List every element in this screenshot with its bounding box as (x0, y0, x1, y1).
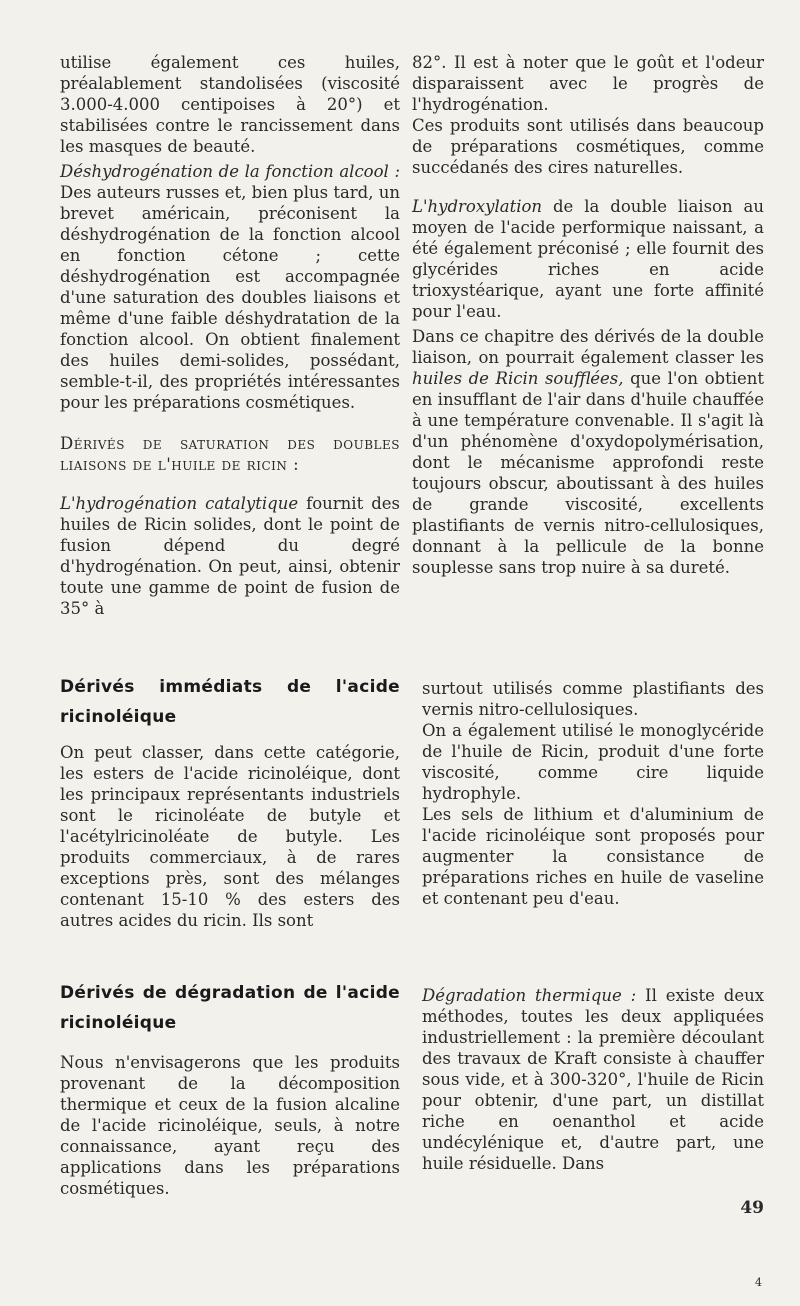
italic-run: Déshydrogénation de la fonction alcool : (60, 162, 400, 181)
left-column-middle (60, 672, 400, 941)
text-run: fournit des huiles de Ricin solides, dont le point de fusion dépend du degré d'hydrogénation. On peut, ainsi, obtenir toute une gamme de point de fusion de 35° à (60, 494, 401, 618)
section-heading: Dérivés de dégradation de l'acide ricinoléique (60, 983, 400, 1033)
paragraph: 82°. Il est à noter que le goût et l'odeur disparaissent avec le progrès de l'hydrogénation. (412, 53, 764, 114)
paragraph (60, 161, 400, 413)
paragraph (422, 985, 764, 1174)
paragraph: On a également utilisé le monoglycéride de l'huile de Ricin, produit d'une forte viscosité, comme cire liquide hydrophyle. (422, 721, 764, 803)
right-column-middle (422, 678, 764, 919)
paragraph: Ces produits sont utilisés dans beaucoup de préparations cosmétiques, comme succédanés des cires naturelles. (412, 116, 764, 177)
paragraph: surtout utilisés comme plastifiants des vernis nitro-cellulosiques. (422, 679, 764, 719)
paragraph (60, 493, 400, 619)
paragraph: On peut classer, dans cette catégorie, les esters de l'acide ricinoléique, dont les principaux représentants industriels sont le ricinoléate de butyle et l'acétylricinoléate de butyle. Les produits commerciaux, à de rares exceptions près, sont des mélanges contenant 15-10 % des esters des autres acides du ricin. Ils sont (60, 743, 400, 930)
paragraph (412, 196, 764, 322)
paragraph: Les sels de lithium et d'aluminium de l'acide ricinoléique sont proposés pour augmenter la consistance de préparations riches en huile de vaseline et contenant peu d'eau. (422, 805, 764, 908)
text-run: Dans ce chapitre des dérivés de la double liaison, on pourrait également classer les (412, 327, 764, 367)
right-column-top (412, 52, 764, 588)
section-heading: Dérivés immédiats de l'acide ricinoléique (60, 677, 400, 727)
italic-run: L'hydrogénation catalytique (60, 494, 299, 513)
right-column-bottom (422, 985, 764, 1184)
text-run: Il existe deux méthodes, toutes les deux appliquées industriellement : la première découlant des travaux de Kraft consiste à chauffer sous vide, et à 300-320°, l'huile de Ricin pour obtenir, d'une part, un distillat riche en oenanthol et acide undécylénique et, d'autre part, une huile résiduelle. Dans (422, 986, 765, 1173)
text-run: de la double liaison au moyen de l'acide performique naissant, a été également préconisé ; elle fournit des glycérides riches en acide trioxystéarique, ayant une forte affinité pour l'eau. (412, 197, 764, 321)
text-run: Des auteurs russes et, bien plus tard, un brevet américain, préconisent la déshydrogénation de la fonction alcool en fonction cétone ; cette déshydrogénation est accompagnée d'une saturation des doubles liaisons et même d'une faible déshydratation de la fonction alcool. On obtient finalement des huiles demi-solides, possédant, semble-t-il, des propriétés intéressantes pour les préparations cosmétiques. (60, 183, 400, 412)
signature-mark: 4 (755, 1276, 762, 1289)
section-subheading: Dérivés de saturation des doubles liaisons de l'huile de ricin : (60, 434, 400, 474)
paragraph: Nous n'envisagerons que les produits provenant de la décomposition thermique et ceux de la fusion alcaline de l'acide ricinoléique, seuls, à notre connaissance, ayant reçu des applications dans les préparations cosmétiques. (60, 1053, 400, 1198)
italic-run: huiles de Ricin soufflées, (412, 369, 624, 388)
left-column-bottom (60, 978, 400, 1209)
left-column-top (60, 52, 400, 629)
italic-run: L'hydroxylation (412, 197, 543, 216)
paragraph: utilise également ces huiles, préalablement standolisées (viscosité 3.000-4.000 centipoises à 20°) et stabilisées contre le rancissement dans les masques de beauté. (60, 53, 400, 156)
paragraph (412, 326, 764, 578)
text-run: que l'on obtient en insufflant de l'air dans d'huile chauffée à une température convenable. Il s'agit là d'un phénomène d'oxydopolymérisation, dont le mécanisme approfondi reste toujours obscur, aboutissant à des huiles de grande viscosité, excellents plastifiants de vernis nitro-cellulosiques, donnant à la pellicule de la bonne souplesse sans trop nuire à sa dureté. (412, 369, 764, 577)
italic-run: Dégradation thermique : (422, 986, 637, 1005)
page-number: 49 (740, 1198, 764, 1218)
